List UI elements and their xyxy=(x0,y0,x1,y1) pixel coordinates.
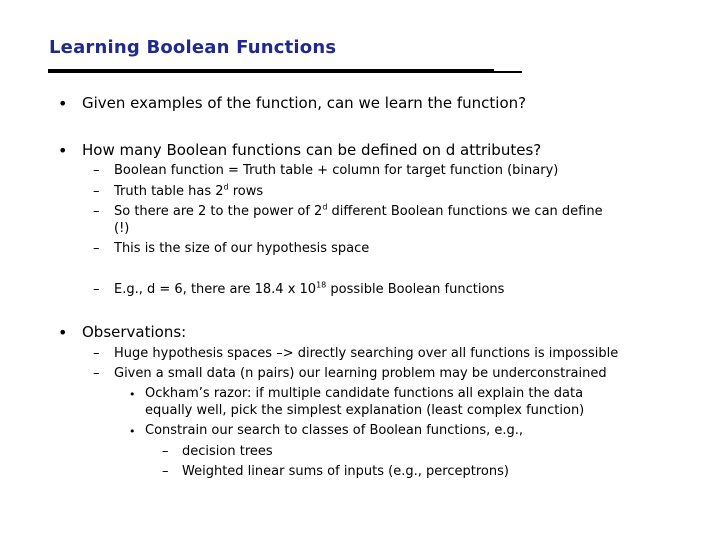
sub-item-boolean-function: Boolean function = Truth table + column for target function (binary) xyxy=(114,163,559,178)
sub-sub-item-constrain-search: Constrain our search to classes of Boolean functions, e.g., xyxy=(145,423,524,438)
dash-marker: – xyxy=(162,444,169,459)
bullet-marker: • xyxy=(129,425,136,438)
sub-item-example-d6: E.g., d = 6, there are 18.4 x $10^{18}$ possible Boolean functions xyxy=(114,280,505,297)
dash-marker: – xyxy=(93,282,100,297)
sub-item-huge-hypothesis: Huge hypothesis spaces –> directly searching over all functions is impossible xyxy=(114,346,619,361)
slide-title: Learning Boolean Functions xyxy=(49,37,337,58)
bullet-given-examples: Given examples of the function, can we learn the function? xyxy=(82,94,527,112)
sub-item-small-data: Given a small data (n pairs) our learning problem may be underconstrained xyxy=(114,366,607,381)
dash-marker: – xyxy=(93,184,100,199)
sub-sub-sub-item-perceptrons: Weighted linear sums of inputs (e.g., perceptrons) xyxy=(182,464,509,479)
bullet-marker: • xyxy=(58,94,68,113)
sub-sub-item-ockham-line1: Ockham’s razor: if multiple candidate functions all explain the data xyxy=(145,386,584,401)
bullet-how-many: How many Boolean functions can be defined on d attributes? xyxy=(82,141,542,159)
bullet-marker: • xyxy=(58,323,68,342)
sub-item-truth-table-rows: Truth table has 2$^d$ rows xyxy=(114,182,264,199)
dash-marker: – xyxy=(162,464,169,479)
title-underline-tail xyxy=(494,71,522,73)
bullet-observations: Observations: xyxy=(82,323,187,341)
bullet-marker: • xyxy=(58,141,68,160)
dash-marker: – xyxy=(93,204,100,219)
sub-sub-sub-item-decision-trees: decision trees xyxy=(182,444,273,459)
dash-marker: – xyxy=(93,346,100,361)
sub-item-power-of-two: So there are 2 to the power of 2$^d$ different Boolean functions we can define xyxy=(114,202,603,219)
sub-item-hypothesis-space: This is the size of our hypothesis space xyxy=(114,241,370,256)
title-underline xyxy=(48,69,494,73)
dash-marker: – xyxy=(93,241,100,256)
bullet-marker: • xyxy=(129,388,136,401)
dash-marker: – xyxy=(93,163,100,178)
dash-marker: – xyxy=(93,366,100,381)
sub-sub-item-ockham-line2: equally well, pick the simplest explanation (least complex function) xyxy=(145,403,585,418)
sub-item-power-of-two-continuation: (!) xyxy=(114,221,130,236)
